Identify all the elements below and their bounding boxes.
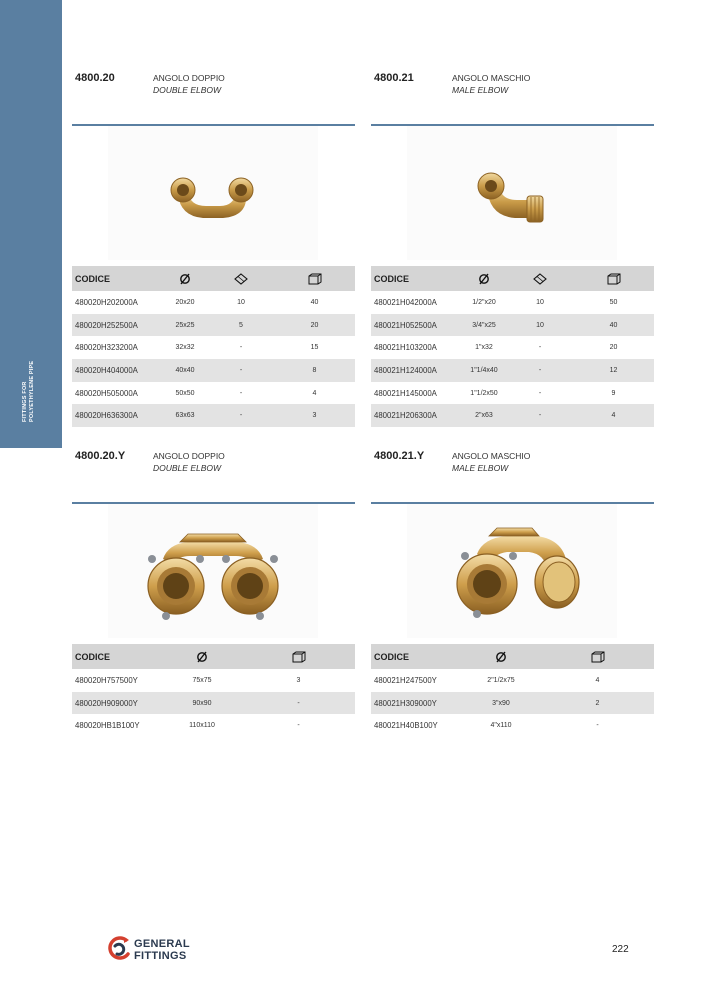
cell-size: 90x90 xyxy=(162,692,242,715)
product-name-it: ANGOLO MASCHIO xyxy=(452,451,531,461)
product-name-en: DOUBLE ELBOW xyxy=(153,85,222,95)
cell-qty-b: 20 xyxy=(274,314,355,337)
product-name-it: ANGOLO DOPPIO xyxy=(153,451,225,461)
brand-line1: GENERAL xyxy=(134,938,190,950)
box-icon xyxy=(591,651,605,663)
cell-qty-b: 3 xyxy=(274,404,355,427)
product-table xyxy=(371,266,654,427)
table-header-box xyxy=(274,266,355,291)
table-header-diameter xyxy=(461,644,541,669)
cell-qty-a: 10 xyxy=(208,291,274,314)
cell-code: 480021H40B100Y xyxy=(371,714,461,737)
table-header-diamond xyxy=(208,266,274,291)
product-code: 4800.21 xyxy=(374,72,414,84)
cell-code: 480021H247500Y xyxy=(371,669,461,692)
cell-qty-a: - xyxy=(507,382,573,405)
cell-size: 4"x110 xyxy=(461,714,541,737)
cell-qty-b: 40 xyxy=(274,291,355,314)
product-code: 4800.20.Y xyxy=(75,450,126,462)
cell-qty-b: 4 xyxy=(573,404,654,427)
product-name-en: DOUBLE ELBOW xyxy=(153,463,222,473)
cell-size: 25x25 xyxy=(162,314,208,337)
cell-qty-a: - xyxy=(507,336,573,359)
cell-qty-a: - xyxy=(208,359,274,382)
cell-code: 480020H252500A xyxy=(72,314,162,337)
product-code: 4800.20 xyxy=(75,72,115,84)
table-row xyxy=(72,669,355,692)
diameter-icon xyxy=(478,273,490,285)
table-row xyxy=(371,382,654,405)
table-row xyxy=(371,669,654,692)
cell-code: 480020H505000A xyxy=(72,382,162,405)
table-header-diameter xyxy=(162,266,208,291)
box-icon xyxy=(308,273,322,285)
cell-qty-b: 4 xyxy=(274,382,355,405)
cell-code: 480021H206300A xyxy=(371,404,461,427)
cell-size: 3"x90 xyxy=(461,692,541,715)
table-row xyxy=(72,404,355,427)
table-row xyxy=(72,314,355,337)
table-header-box xyxy=(242,644,355,669)
cell-code: 480020H323200A xyxy=(72,336,162,359)
cell-code: 480021H309000Y xyxy=(371,692,461,715)
cell-size: 2"1/2x75 xyxy=(461,669,541,692)
page-number: 222 xyxy=(612,944,629,955)
table-row xyxy=(371,692,654,715)
table-header-diameter xyxy=(162,644,242,669)
table-header-code: CODICE xyxy=(371,644,461,669)
cell-size: 2"x63 xyxy=(461,404,507,427)
cell-size: 1"1/2x50 xyxy=(461,382,507,405)
table-header-box xyxy=(541,644,654,669)
cell-qty-a: - xyxy=(507,404,573,427)
cell-qty: 3 xyxy=(242,669,355,692)
sidebar-label-line1: FITTINGS FOR xyxy=(22,381,28,422)
general-fittings-logo-icon xyxy=(106,935,132,963)
table-header-diamond xyxy=(507,266,573,291)
table-header-code: CODICE xyxy=(72,644,162,669)
cell-size: 75x75 xyxy=(162,669,242,692)
product-name-it: ANGOLO DOPPIO xyxy=(153,73,225,83)
cell-qty-a: - xyxy=(208,404,274,427)
cell-qty-a: 5 xyxy=(208,314,274,337)
cell-size: 63x63 xyxy=(162,404,208,427)
cell-size: 20x20 xyxy=(162,291,208,314)
cell-code: 480020H757500Y xyxy=(72,669,162,692)
cell-size: 1/2"x20 xyxy=(461,291,507,314)
product-photo-double-elbow xyxy=(108,126,318,260)
box-icon xyxy=(292,651,306,663)
table-header-row xyxy=(72,266,355,291)
table-row xyxy=(371,359,654,382)
cell-code: 480020H909000Y xyxy=(72,692,162,715)
table-row xyxy=(72,714,355,737)
cell-code: 480020H404000A xyxy=(72,359,162,382)
product-code: 4800.21.Y xyxy=(374,450,425,462)
table-header-code: CODICE xyxy=(371,266,461,291)
product-table xyxy=(72,266,355,427)
cell-qty: 2 xyxy=(541,692,654,715)
table-header-box xyxy=(573,266,654,291)
cell-qty: 4 xyxy=(541,669,654,692)
cell-size: 50x50 xyxy=(162,382,208,405)
table-row xyxy=(371,336,654,359)
cell-qty-b: 20 xyxy=(573,336,654,359)
cell-size: 1"1/4x40 xyxy=(461,359,507,382)
product-name-it: ANGOLO MASCHIO xyxy=(452,73,531,83)
cell-code: 480020H202000A xyxy=(72,291,162,314)
cell-qty-b: 8 xyxy=(274,359,355,382)
product-photo-male-elbow-large xyxy=(407,504,617,638)
product-name-en: MALE ELBOW xyxy=(452,85,509,95)
table-row xyxy=(371,714,654,737)
diameter-icon xyxy=(179,273,191,285)
cell-size: 40x40 xyxy=(162,359,208,382)
cell-size: 32x32 xyxy=(162,336,208,359)
diamond-icon xyxy=(234,273,248,285)
cell-code: 480020H636300A xyxy=(72,404,162,427)
cell-size: 3/4"x25 xyxy=(461,314,507,337)
table-row xyxy=(72,382,355,405)
table-row xyxy=(371,404,654,427)
brand-wordmark xyxy=(134,938,190,962)
product-table xyxy=(72,644,355,737)
cell-qty: - xyxy=(242,714,355,737)
table-header-row xyxy=(371,266,654,291)
cell-size: 110x110 xyxy=(162,714,242,737)
cell-qty-b: 40 xyxy=(573,314,654,337)
diameter-icon xyxy=(196,651,208,663)
cell-size: 1"x32 xyxy=(461,336,507,359)
cell-code: 480021H103200A xyxy=(371,336,461,359)
cell-qty: - xyxy=(541,714,654,737)
cell-qty-a: 10 xyxy=(507,314,573,337)
product-name-en: MALE ELBOW xyxy=(452,463,509,473)
table-row xyxy=(72,291,355,314)
product-photo-male-elbow xyxy=(407,126,617,260)
sidebar-label xyxy=(22,361,35,422)
cell-code: 480021H052500A xyxy=(371,314,461,337)
product-photo-double-elbow-large xyxy=(108,504,318,638)
cell-qty-a: - xyxy=(507,359,573,382)
diameter-icon xyxy=(495,651,507,663)
cell-code: 480021H042000A xyxy=(371,291,461,314)
table-header-row xyxy=(72,644,355,669)
cell-code: 480021H145000A xyxy=(371,382,461,405)
table-header-row xyxy=(371,644,654,669)
table-row xyxy=(371,314,654,337)
table-row xyxy=(72,692,355,715)
cell-qty-a: - xyxy=(208,336,274,359)
product-table xyxy=(371,644,654,737)
table-header-code: CODICE xyxy=(72,266,162,291)
table-row xyxy=(72,336,355,359)
table-row xyxy=(72,359,355,382)
cell-qty-a: 10 xyxy=(507,291,573,314)
cell-qty-b: 50 xyxy=(573,291,654,314)
cell-qty-a: - xyxy=(208,382,274,405)
brand-logo xyxy=(106,935,216,965)
brand-line2: FITTINGS xyxy=(134,950,187,962)
cell-qty-b: 12 xyxy=(573,359,654,382)
sidebar-label-line2: POLYETHYLENE PIPE xyxy=(28,360,35,422)
diamond-icon xyxy=(533,273,547,285)
cell-qty: - xyxy=(242,692,355,715)
cell-code: 480020HB1B100Y xyxy=(72,714,162,737)
box-icon xyxy=(607,273,621,285)
cell-code: 480021H124000A xyxy=(371,359,461,382)
table-row xyxy=(371,291,654,314)
cell-qty-b: 9 xyxy=(573,382,654,405)
table-header-diameter xyxy=(461,266,507,291)
cell-qty-b: 15 xyxy=(274,336,355,359)
